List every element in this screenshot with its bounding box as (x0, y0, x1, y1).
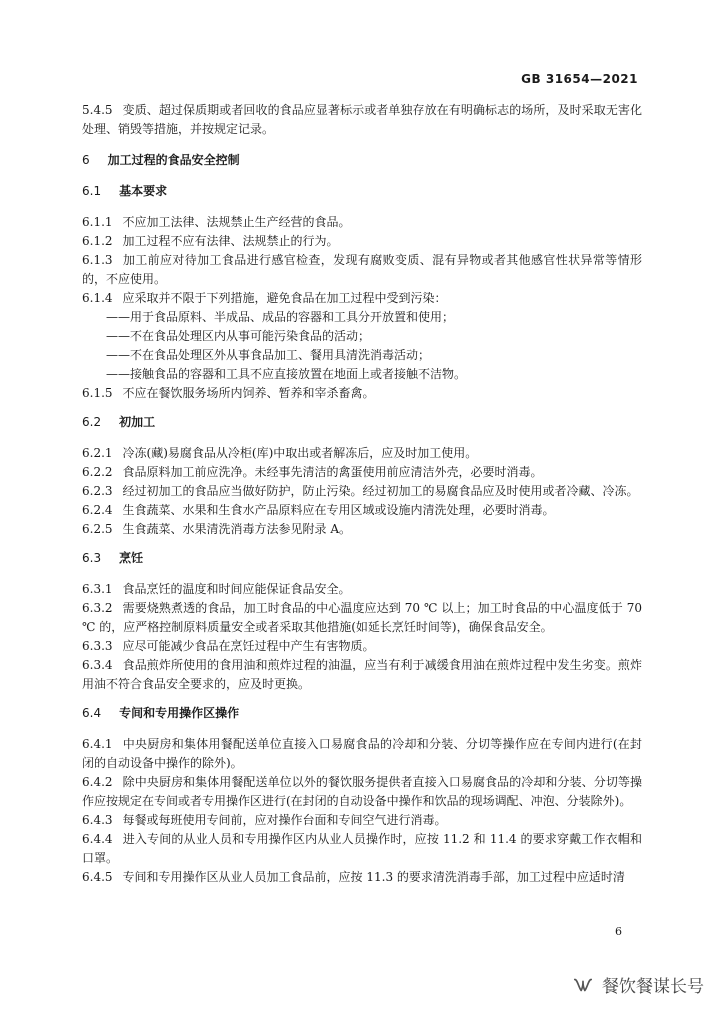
section-heading-6: 6 加工过程的食品安全控制 (82, 153, 240, 167)
clause-6-3-1: 6.3.1 食品烹饪的温度和时间应能保证食品安全。 (82, 582, 351, 596)
section-heading-6-3: 6.3 烹饪 (82, 551, 144, 565)
clause-6-1-1: 6.1.1 不应加工法律、法规禁止生产经营的食品。 (82, 215, 351, 229)
page-body (82, 101, 642, 887)
list-item: ——不在食品处理区内从事可能污染食品的活动； (106, 329, 371, 343)
clause-6-4-1: 6.4.1 中央厨房和集体用餐配送单位直接入口易腐食品的冷却和分装、分切等操作应在专间内进行(在封闭的自动设备中操作的除外)。 (82, 737, 642, 770)
clause-6-4-3: 6.4.3 每餐或每班使用专间前，应对操作台面和专间空气进行消毒。 (82, 813, 447, 827)
watermark-text: 餐饮餐谋长号 (602, 977, 704, 997)
clause-6-3-2: 6.3.2 需要烧熟煮透的食品，加工时食品的中心温度应达到 70 ℃ 以上；加工时食品的中心温度低于 70 ℃ 的，应严格控制原料质量安全或者采取其他措施(如延长烹饪时间等)，确保食品安全。 (82, 601, 642, 634)
list-item: ——接触食品的容器和工具不应直接放置在地面上或者接触不洁物。 (106, 367, 467, 381)
clause-6-1-3: 6.1.3 加工前应对待加工食品进行感官检查，发现有腐败变质、混有异物或者其他感官性状异常等情形的，不应使用。 (82, 253, 642, 286)
clause-6-1-5: 6.1.5 不应在餐饮服务场所内饲养、暂养和宰杀畜禽。 (82, 386, 375, 400)
section-heading-6-4: 6.4 专间和专用操作区操作 (82, 706, 240, 720)
watermark (572, 972, 704, 997)
section-heading-6-2: 6.2 初加工 (82, 415, 156, 429)
clause-6-4-5: 6.4.5 专间和专用操作区从业人员加工食品前，应按 11.3 的要求清洗消毒手部，加工过程中应适时清 (82, 870, 625, 884)
clause-6-2-3: 6.2.3 经过初加工的食品应当做好防护，防止污染。经过初加工的易腐食品应及时使用或者冷藏、冷冻。 (82, 484, 639, 498)
standard-code: GB 31654—2021 (521, 72, 638, 86)
list-item: ——用于食品原料、半成品、成品的容器和工具分开放置和使用； (106, 310, 455, 324)
clause-6-1-2: 6.1.2 加工过程不应有法律、法规禁止的行为。 (82, 234, 339, 248)
clause-6-4-2: 6.4.2 除中央厨房和集体用餐配送单位以外的餐饮服务提供者直接入口易腐食品的冷却和分装、分切等操作应按规定在专间或者专用操作区进行(在封闭的自动设备中操作和饮品的现场调配、冲泡、分装除外)。 (82, 775, 642, 808)
clause-6-2-2: 6.2.2 食品原料加工前应洗净。未经事先清洁的禽蛋使用前应清洁外壳，必要时消毒。 (82, 465, 543, 479)
clause-6-2-4: 6.2.4 生食蔬菜、水果和生食水产品原料应在专用区域或设施内清洗处理，必要时消毒。 (82, 503, 555, 517)
clause-6-2-5: 6.2.5 生食蔬菜、水果清洗消毒方法参见附录 A。 (82, 522, 352, 536)
clause-6-3-4: 6.3.4 食品煎炸所使用的食用油和煎炸过程的油温，应当有利于减缓食用油在煎炸过程中发生劣变。煎炸用油不符合食品安全要求的，应及时更换。 (82, 658, 642, 691)
clause-6-4-4: 6.4.4 进入专间的从业人员和专用操作区内从业人员操作时，应按 11.2 和 11.4 的要求穿戴工作衣帽和口罩。 (82, 832, 642, 865)
list-item: ——不在食品处理区外从事食品加工、餐用具清洗消毒活动； (106, 348, 431, 362)
clause-6-3-3: 6.3.3 应尽可能减少食品在烹饪过程中产生有害物质。 (82, 639, 375, 653)
wechat-channel-icon (572, 974, 594, 996)
clause-6-1-4: 6.1.4 应采取并不限于下列措施，避免食品在加工过程中受到污染： (82, 291, 447, 305)
section-heading-6-1: 6.1 基本要求 (82, 184, 168, 198)
clause-5-4-5: 5.4.5 变质、超过保质期或者回收的食品应显著标示或者单独存放在有明确标志的场所，及时采取无害化处理、销毁等措施，并按规定记录。 (82, 103, 642, 136)
clause-6-2-1: 6.2.1 冷冻(藏)易腐食品从冷柜(库)中取出或者解冻后，应及时加工使用。 (82, 446, 478, 460)
page-number: 6 (615, 925, 622, 938)
